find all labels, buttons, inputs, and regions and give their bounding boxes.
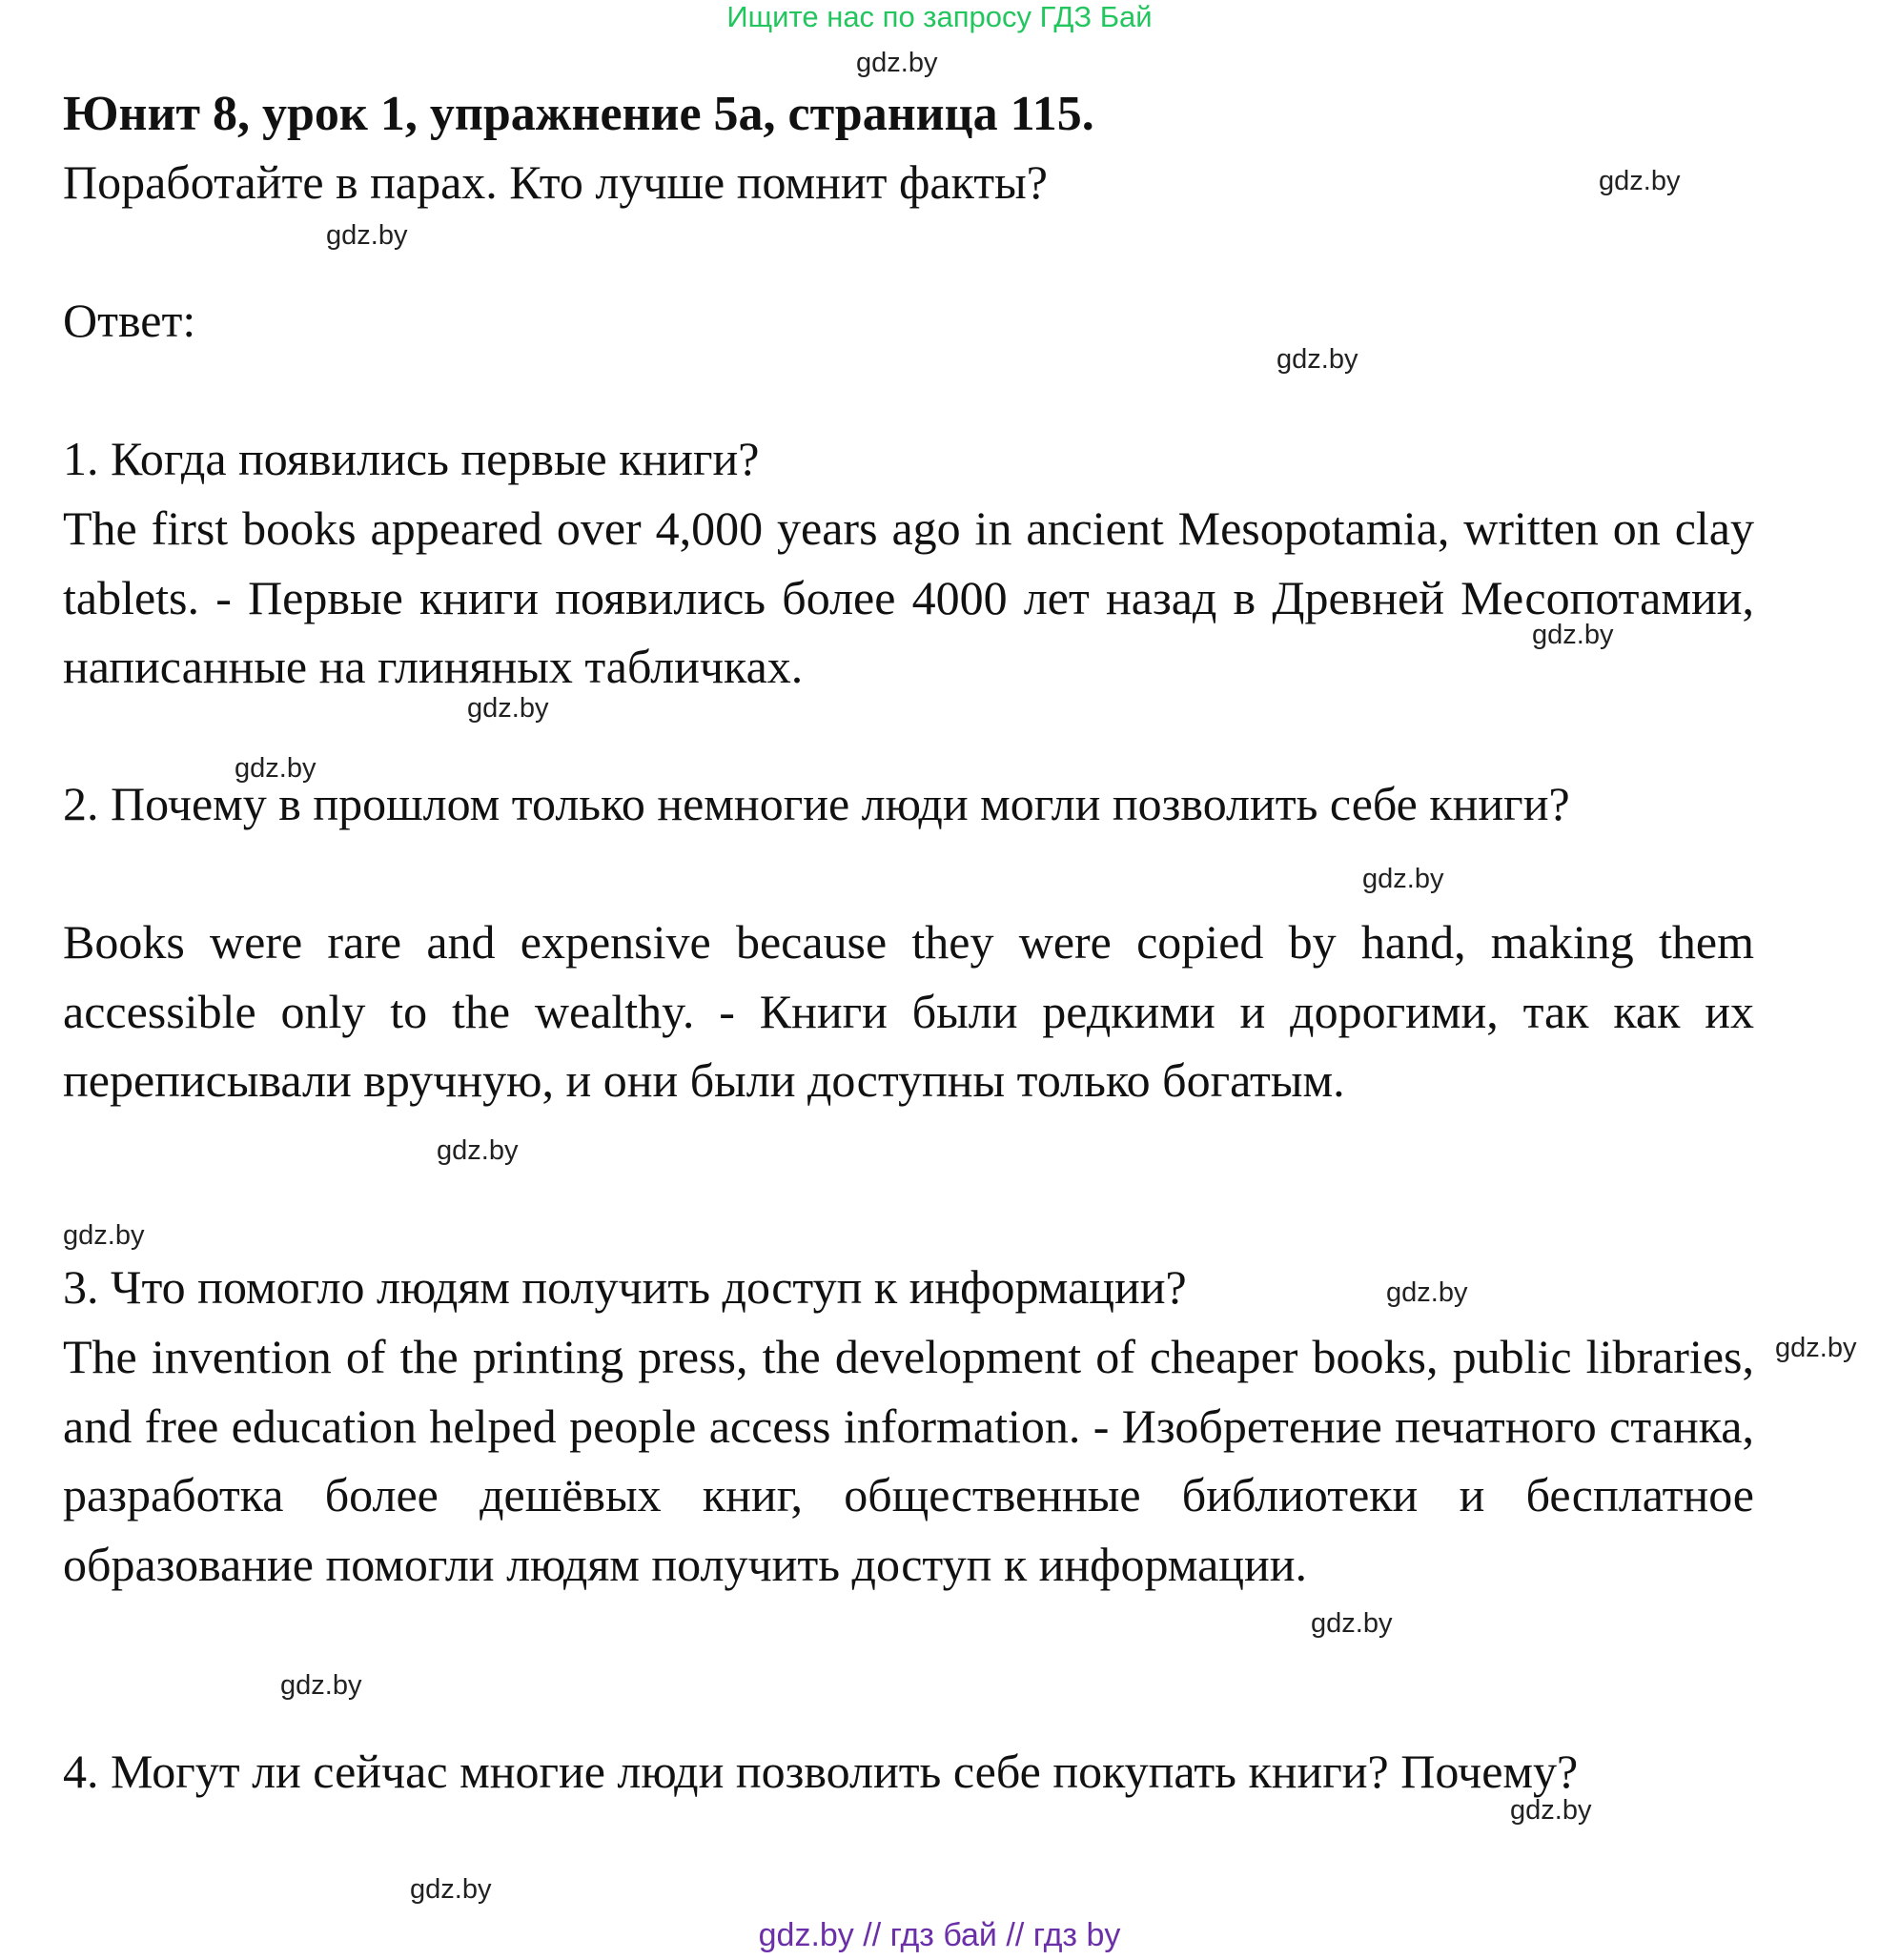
watermark: gdz.by [1276,344,1358,375]
watermark: gdz.by [280,1670,362,1701]
page-title: Юнит 8, урок 1, упражнение 5а, страница 115. [63,87,1094,141]
watermark: gdz.by [1362,864,1444,894]
watermark: gdz.by [1311,1608,1393,1639]
watermark: gdz.by [1599,166,1681,196]
watermark: gdz.by [235,753,317,784]
watermark: gdz.by [410,1874,492,1905]
task-text: Поработайте в парах. Кто лучше помнит факты? [63,155,1048,209]
watermark: gdz.by [856,48,938,78]
top-banner: Ищите нас по запросу ГДЗ Бай [726,0,1153,33]
question-4: 4. Могут ли сейчас многие люди позволить себе покупать книги? Почему? [63,1745,1579,1798]
answer-1: The first books appeared over 4,000 years ago in ancient Mesopotamia, written on clay tablets. - Первые книги появились более 4000 лет назад в Древней Месопотамии, написанные на глиняных табличках. [63,501,1754,693]
watermark: gdz.by [63,1220,145,1251]
question-2: 2. Почему в прошлом только немногие люди могли позволить себе книги? [63,777,1570,830]
watermark: gdz.by [1532,620,1614,650]
answer-label: Ответ: [63,294,196,347]
footer-watermark: gdz.by // гдз бай // гдз by [758,1917,1121,1953]
answer-2: Books were rare and expensive because they were copied by hand, making them accessible only to the wealthy. - Книги были редкими и дорогими, так как их переписывали вручную, и они были доступны только богатым. [63,915,1754,1107]
watermark: gdz.by [1386,1277,1468,1308]
answer-3: The invention of the printing press, the development of cheaper books, public libraries, and free education helped people access information. - Изобретение печатного станка, разработка более дешёвых книг, общественные библиотеки и бесплатное образование помогли людям получить доступ к информации. [63,1330,1754,1591]
watermark: gdz.by [437,1135,519,1166]
question-1: 1. Когда появились первые книги? [63,432,760,485]
watermark: gdz.by [467,693,549,724]
watermark: gdz.by [1775,1333,1857,1363]
watermark: gdz.by [1510,1795,1592,1826]
question-3: 3. Что помогло людям получить доступ к информации? [63,1260,1187,1314]
watermark: gdz.by [326,220,408,251]
